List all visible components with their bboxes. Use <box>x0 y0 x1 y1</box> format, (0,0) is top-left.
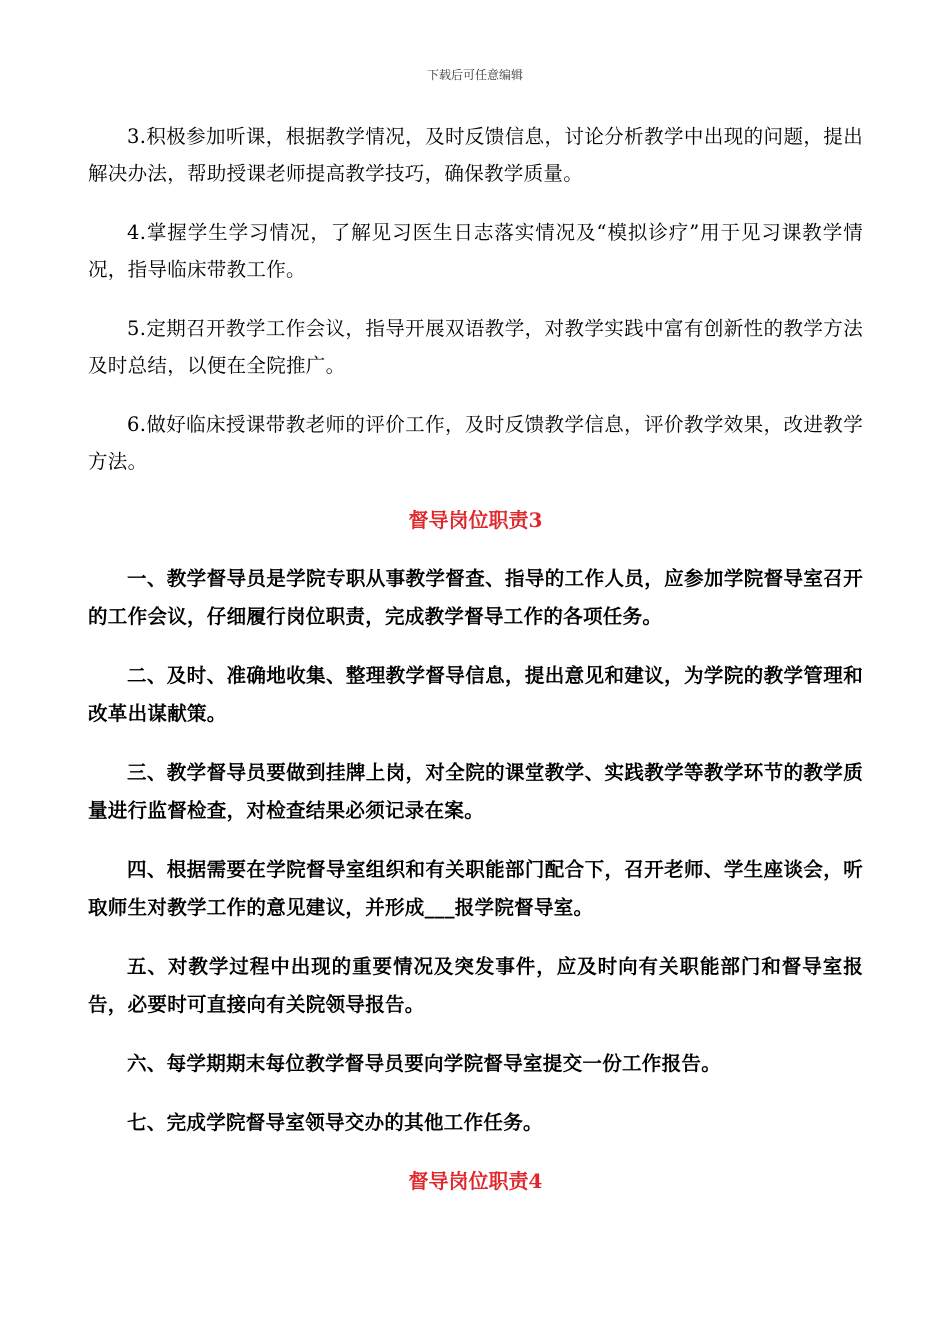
section3-item-7: 七、完成学院督导室领导交办的其他工作任务。 <box>127 1111 543 1134</box>
section3-item-2: 二、及时、准确地收集、整理教学督导信息，提出意见和建议，为学院的教学管理和改革出谋献策。 <box>88 664 863 725</box>
duty-item-6: 6.做好临床授课带教老师的评价工作，及时反馈教学信息，评价教学效果，改进教学方法。 <box>88 413 863 473</box>
section-title-3: 督导岗位职责3 <box>408 508 543 532</box>
duty-item-3: 3.积极参加听课，根据教学情况，及时反馈信息，讨论分析教学中出现的问题，提出解决办法，帮助授课老师提高教学技巧，确保教学质量。 <box>88 125 863 185</box>
document-body <box>88 118 863 1221</box>
duty-item-4: 4.掌握学生学习情况，了解见习医生日志落实情况及“模拟诊疗”用于见习课教学情况，指导临床带教工作。 <box>88 221 863 281</box>
section3-item-5: 五、对教学过程中出现的重要情况及突发事件，应及时向有关职能部门和督导室报告，必要时可直接向有关院领导报告。 <box>88 955 863 1016</box>
section-title-4: 督导岗位职责4 <box>408 1169 543 1193</box>
section3-item-6: 六、每学期期末每位教学督导员要向学院督导室提交一份工作报告。 <box>127 1052 722 1075</box>
section3-item-4: 四、根据需要在学院督导室组织和有关职能部门配合下，召开老师、学生座谈会，听取师生对教学工作的意见建议，并形成___报学院督导室。 <box>88 858 863 919</box>
page-header-note: 下载后可任意编辑 <box>426 68 523 82</box>
section3-item-1: 一、教学督导员是学院专职从事教学督查、指导的工作人员，应参加学院督导室召开的工作会议，仔细履行岗位职责，完成教学督导工作的各项任务。 <box>88 567 863 628</box>
duty-item-5: 5.定期召开教学工作会议，指导开展双语教学，对教学实践中富有创新性的教学方法及时总结，以便在全院推广。 <box>88 317 863 377</box>
section3-item-3: 三、教学督导员要做到挂牌上岗，对全院的课堂教学、实践教学等教学环节的教学质量进行监督检查，对检查结果必须记录在案。 <box>88 761 863 822</box>
